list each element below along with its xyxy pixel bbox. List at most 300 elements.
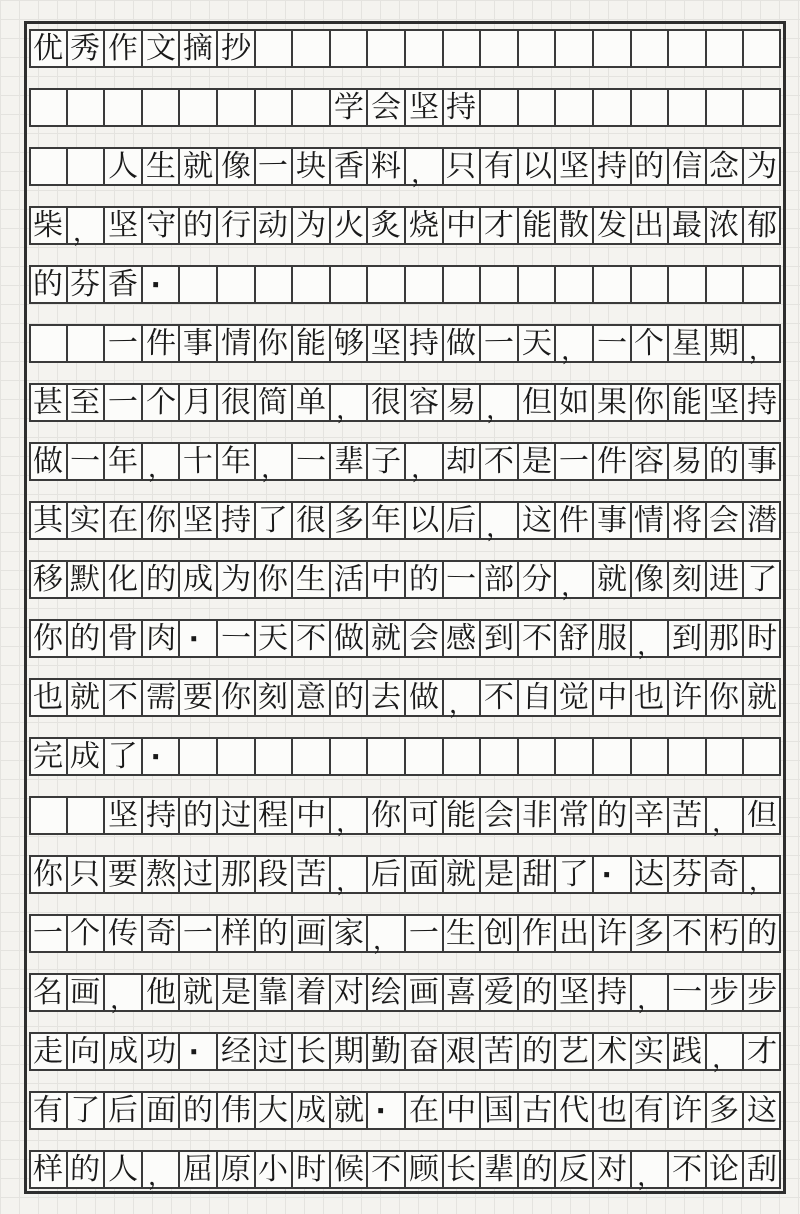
- grid-cell: [405, 1150, 443, 1189]
- grid-row: [29, 678, 783, 717]
- grid-cell: [292, 147, 330, 186]
- handwritten-character: 去: [370, 680, 402, 714]
- handwritten-character: ，: [711, 806, 738, 837]
- handwritten-character: 料: [370, 149, 402, 183]
- handwritten-character: 在: [408, 1093, 440, 1127]
- handwritten-character: ，: [636, 1160, 663, 1191]
- grid-cell: [330, 1091, 368, 1130]
- grid-cell: [593, 1150, 631, 1189]
- handwritten-character: 到: [483, 621, 515, 655]
- handwritten-character: 芬: [671, 857, 703, 891]
- handwritten-character: 人: [107, 1152, 139, 1186]
- handwritten-character: 画: [70, 975, 101, 1009]
- grid-cell: [743, 855, 781, 894]
- handwritten-character: 持: [145, 798, 176, 832]
- grid-cell: [29, 442, 67, 481]
- grid-cell: [330, 88, 368, 127]
- handwritten-character: 期: [709, 326, 740, 360]
- grid-cell: [405, 678, 443, 717]
- grid-cell: [743, 501, 781, 540]
- grid-cell: [743, 29, 781, 68]
- grid-cell: [142, 442, 180, 481]
- grid-cell: [405, 619, 443, 658]
- handwritten-character: 走: [33, 1034, 64, 1068]
- handwritten-character: 熬: [145, 857, 176, 891]
- handwritten-character: 就: [746, 680, 777, 714]
- handwritten-character: 就: [70, 680, 101, 714]
- handwritten-character: ，: [485, 511, 513, 542]
- grid-cell: [706, 88, 744, 127]
- grid-cell: [480, 88, 518, 127]
- grid-cell: [668, 1032, 706, 1071]
- grid-cell: [593, 560, 631, 599]
- grid-row: [29, 796, 783, 835]
- grid-cell: [743, 796, 781, 835]
- handwritten-character: 一: [295, 444, 327, 478]
- grid-cell: [593, 324, 631, 363]
- grid-cell: [330, 29, 368, 68]
- handwritten-character: ，: [749, 334, 776, 365]
- grid-cell: [292, 1091, 330, 1130]
- grid-cell: [292, 678, 330, 717]
- handwritten-character: 就: [596, 562, 627, 596]
- grid-cell: [179, 1150, 217, 1189]
- handwritten-character: 朽: [709, 916, 740, 950]
- grid-cell: [330, 147, 368, 186]
- handwritten-character: 人: [107, 149, 139, 183]
- handwritten-character: 月: [182, 385, 214, 419]
- handwritten-character: 情: [220, 326, 252, 360]
- grid-cell: [743, 1032, 781, 1071]
- handwritten-character: 也: [33, 680, 64, 714]
- grid-cell: [518, 206, 556, 245]
- handwritten-character: 你: [145, 503, 176, 537]
- grid-cell: [555, 29, 593, 68]
- grid-cell: [255, 737, 293, 776]
- grid-cell: [631, 1150, 669, 1189]
- handwritten-character: ，: [147, 452, 175, 483]
- grid-cell: [631, 206, 669, 245]
- handwritten-character: 件: [558, 503, 590, 537]
- grid-row: [29, 501, 783, 540]
- handwritten-character: 到: [671, 621, 703, 655]
- grid-cell: [292, 324, 330, 363]
- grid-cell: [292, 1032, 330, 1071]
- handwritten-character: 潜: [746, 503, 777, 537]
- handwritten-character: 就: [333, 1093, 364, 1127]
- grid-cell: [179, 737, 217, 776]
- handwritten-character: 部: [483, 562, 515, 596]
- handwritten-character: 一: [220, 621, 252, 655]
- handwritten-character: 自: [521, 680, 552, 714]
- handwritten-character: 反: [558, 1152, 590, 1186]
- handwritten-character: 辈: [483, 1152, 515, 1186]
- handwritten-character: 坚: [558, 149, 590, 183]
- grid-cell: [480, 973, 518, 1012]
- grid-cell: [593, 501, 631, 540]
- handwritten-character: 能: [446, 798, 477, 832]
- grid-cell: [142, 1032, 180, 1071]
- grid-cell: [292, 914, 330, 953]
- grid-row: [29, 619, 783, 658]
- grid-cell: [217, 678, 255, 717]
- grid-cell: [443, 147, 481, 186]
- handwritten-character: ，: [636, 983, 663, 1014]
- handwritten-character: 不: [370, 1152, 402, 1186]
- grid-cell: [555, 324, 593, 363]
- grid-cell: [104, 265, 142, 304]
- grid-cell: [631, 442, 669, 481]
- grid-cell: [142, 973, 180, 1012]
- grid-cell: [217, 442, 255, 481]
- grid-cell: [142, 914, 180, 953]
- grid-cell: [668, 265, 706, 304]
- handwritten-character: ，: [147, 1160, 175, 1191]
- handwritten-character: 一: [483, 326, 515, 360]
- grid-cell: [217, 855, 255, 894]
- grid-cell: [330, 560, 368, 599]
- grid-cell: [67, 147, 105, 186]
- grid-cell: [593, 442, 631, 481]
- grid-cell: [367, 324, 405, 363]
- grid-cell: [518, 619, 556, 658]
- handwritten-character: 件: [596, 444, 627, 478]
- grid-cell: [104, 324, 142, 363]
- grid-cell: [217, 206, 255, 245]
- handwritten-character: 火: [333, 208, 364, 242]
- grid-cell: [367, 914, 405, 953]
- grid-cell: [518, 973, 556, 1012]
- handwritten-character: 秀: [70, 31, 101, 65]
- grid-cell: [255, 1150, 293, 1189]
- handwritten-character: 文: [145, 31, 176, 65]
- grid-cell: [593, 88, 631, 127]
- grid-cell: [330, 737, 368, 776]
- handwritten-character: 要: [182, 680, 214, 714]
- grid-cell: [405, 973, 443, 1012]
- grid-cell: [743, 737, 781, 776]
- handwritten-character: 就: [446, 857, 477, 891]
- grid-cell: [555, 147, 593, 186]
- handwritten-character: 年: [370, 503, 402, 537]
- handwritten-character: 会: [483, 798, 515, 832]
- handwritten-character: 中: [446, 208, 477, 242]
- handwritten-character: 的: [408, 562, 440, 596]
- handwritten-character: 奇: [145, 916, 176, 950]
- grid-cell: [67, 678, 105, 717]
- grid-cell: [743, 88, 781, 127]
- handwritten-character: 情: [634, 503, 665, 537]
- grid-cell: [480, 383, 518, 422]
- grid-cell: [668, 206, 706, 245]
- handwritten-character: 刻: [258, 680, 289, 714]
- handwritten-character: 辈: [333, 444, 364, 478]
- grid-cell: [480, 560, 518, 599]
- grid-cell: [292, 206, 330, 245]
- grid-cell: [142, 796, 180, 835]
- grid-cell: [142, 88, 180, 127]
- grid-cell: [631, 383, 669, 422]
- handwritten-character: 多: [634, 916, 665, 950]
- handwritten-character: 刻: [671, 562, 703, 596]
- grid-cell: [255, 442, 293, 481]
- handwritten-character: 肉: [145, 621, 176, 655]
- handwritten-character: 要: [107, 857, 139, 891]
- handwritten-character: ，: [335, 865, 363, 896]
- grid-cell: [67, 619, 105, 658]
- handwritten-character: 骨: [107, 621, 139, 655]
- handwritten-character: ，: [260, 452, 287, 483]
- grid-cell: [706, 206, 744, 245]
- grid-cell: [668, 914, 706, 953]
- grid-cell: [631, 88, 669, 127]
- grid-cell: [104, 88, 142, 127]
- grid-cell: [255, 265, 293, 304]
- handwritten-character: 时: [746, 621, 777, 655]
- grid-cell: [67, 29, 105, 68]
- handwritten-character: 事: [596, 503, 627, 537]
- grid-cell: [405, 1091, 443, 1130]
- handwritten-character: ，: [373, 924, 400, 955]
- grid-cell: [631, 560, 669, 599]
- grid-cell: [217, 147, 255, 186]
- grid-cell: [367, 1032, 405, 1071]
- grid-cell: [104, 501, 142, 540]
- grid-cell: [480, 914, 518, 953]
- handwritten-character: 奋: [408, 1034, 440, 1068]
- handwritten-character: 持: [408, 326, 440, 360]
- handwritten-character: 了: [258, 503, 289, 537]
- grid-cell: [217, 796, 255, 835]
- handwritten-character: 中: [446, 1093, 477, 1127]
- grid-cell: [367, 29, 405, 68]
- handwritten-character: 不: [671, 1152, 703, 1186]
- grid-cell: [67, 501, 105, 540]
- handwritten-character: 后: [446, 503, 477, 537]
- handwritten-character: 十: [182, 444, 214, 478]
- handwritten-character: 持: [746, 385, 777, 419]
- handwritten-character: 以: [408, 503, 440, 537]
- grid-cell: [706, 29, 744, 68]
- handwritten-character: 为: [746, 149, 777, 183]
- grid-cell: [330, 973, 368, 1012]
- grid-cell: [405, 501, 443, 540]
- grid-cell: [405, 383, 443, 422]
- handwritten-character: 的: [521, 1152, 552, 1186]
- handwritten-character: 如: [558, 385, 590, 419]
- grid-cell: [743, 324, 781, 363]
- grid-cell: [255, 1032, 293, 1071]
- grid-cell: [104, 29, 142, 68]
- grid-cell: [330, 501, 368, 540]
- grid-cell: [292, 442, 330, 481]
- grid-row: [29, 914, 783, 953]
- handwritten-character: 面: [408, 857, 440, 891]
- handwritten-character: ，: [485, 393, 513, 424]
- handwritten-character: 顾: [408, 1152, 440, 1186]
- handwritten-character: 那: [220, 857, 252, 891]
- handwritten-character: 坚: [709, 385, 740, 419]
- grid-cell: [179, 1091, 217, 1130]
- handwritten-character: 向: [70, 1034, 101, 1068]
- grid-row: [29, 29, 783, 68]
- handwritten-character: 实: [634, 1034, 665, 1068]
- handwritten-character: 艰: [446, 1034, 477, 1068]
- grid-cell: [668, 1091, 706, 1130]
- handwritten-character: 芬: [70, 267, 101, 301]
- handwritten-character: 会: [408, 621, 440, 655]
- handwritten-character: 进: [709, 562, 740, 596]
- handwritten-character: 不: [483, 680, 515, 714]
- grid-cell: [104, 206, 142, 245]
- grid-cell: [480, 796, 518, 835]
- grid-cell: [405, 855, 443, 894]
- handwritten-character: 中: [596, 680, 627, 714]
- grid-cell: [631, 147, 669, 186]
- handwritten-character: 有: [33, 1093, 64, 1127]
- handwritten-character: 果: [596, 385, 627, 419]
- grid-cell: [292, 29, 330, 68]
- grid-row: [29, 442, 783, 481]
- grid-cell: [67, 206, 105, 245]
- handwritten-character: 绘: [370, 975, 402, 1009]
- handwritten-character: 作: [107, 31, 139, 65]
- handwritten-character: 了: [746, 562, 777, 596]
- handwritten-character: 达: [634, 857, 665, 891]
- handwritten-character: 像: [634, 562, 665, 596]
- grid-cell: [668, 737, 706, 776]
- grid-cell: [631, 737, 669, 776]
- handwritten-character: 中: [370, 562, 402, 596]
- handwritten-character: 至: [70, 385, 101, 419]
- handwritten-character: 苦: [671, 798, 703, 832]
- handwritten-character: ，: [72, 216, 99, 247]
- grid-cell: [104, 442, 142, 481]
- grid-cell: [743, 442, 781, 481]
- grid-cell: [480, 1150, 518, 1189]
- handwritten-character: 这: [746, 1093, 777, 1127]
- grid-cell: [443, 383, 481, 422]
- handwritten-character: 的: [258, 916, 289, 950]
- handwritten-character: 样: [220, 916, 252, 950]
- grid-cell: [480, 324, 518, 363]
- grid-cell: [706, 324, 744, 363]
- handwritten-character: 实: [70, 503, 101, 537]
- handwritten-character: 一: [596, 326, 627, 360]
- grid-cell: [179, 1032, 217, 1071]
- grid-cell: [330, 796, 368, 835]
- grid-cell: [668, 442, 706, 481]
- grid-cell: [330, 855, 368, 894]
- grid-row: [29, 206, 783, 245]
- handwritten-character: 年: [220, 444, 252, 478]
- grid-cell: [706, 973, 744, 1012]
- handwritten-character: 易: [446, 385, 477, 419]
- handwritten-character: 一: [33, 916, 64, 950]
- grid-cell: [443, 442, 481, 481]
- handwritten-character: 默: [70, 562, 101, 596]
- grid-cell: [179, 855, 217, 894]
- grid-cell: [104, 855, 142, 894]
- grid-cell: [631, 1091, 669, 1130]
- grid-cell: [443, 29, 481, 68]
- handwritten-character: 甚: [33, 385, 64, 419]
- grid-cell: [443, 737, 481, 776]
- grid-cell: [480, 147, 518, 186]
- grid-cell: [104, 383, 142, 422]
- handwritten-character: 才: [483, 208, 515, 242]
- grid-cell: [142, 206, 180, 245]
- handwritten-character: 容: [408, 385, 440, 419]
- handwritten-character: 舒: [558, 621, 590, 655]
- grid-cell: [518, 1091, 556, 1130]
- grid-cell: [330, 265, 368, 304]
- grid-cell: [555, 737, 593, 776]
- handwritten-character: 将: [671, 503, 703, 537]
- handwritten-character: 传: [107, 916, 139, 950]
- grid-cell: [631, 265, 669, 304]
- grid-cell: [367, 1150, 405, 1189]
- handwritten-character: 一: [182, 916, 214, 950]
- handwritten-character: ，: [636, 629, 663, 660]
- grid-cell: [743, 147, 781, 186]
- grid-cell: [179, 914, 217, 953]
- handwritten-character: 的: [70, 621, 101, 655]
- handwritten-character: 是: [521, 444, 552, 478]
- grid-cell: [480, 1091, 518, 1130]
- handwritten-character: 会: [709, 503, 740, 537]
- grid-cell: [443, 678, 481, 717]
- grid-cell: [142, 501, 180, 540]
- handwritten-character: 的: [333, 680, 364, 714]
- handwritten-character: 后: [107, 1093, 139, 1127]
- handwritten-character: 了: [107, 739, 139, 773]
- composition-grid: [27, 24, 783, 1189]
- handwritten-character: 候: [333, 1152, 364, 1186]
- grid-row: [29, 1091, 783, 1130]
- handwritten-character: 许: [671, 680, 703, 714]
- handwritten-character: 你: [709, 680, 740, 714]
- grid-cell: [480, 678, 518, 717]
- handwritten-character: 成: [70, 739, 101, 773]
- handwritten-character: 小: [258, 1152, 289, 1186]
- handwritten-character: 伟: [220, 1093, 252, 1127]
- handwritten-character: 是: [220, 975, 252, 1009]
- handwritten-character: 做: [33, 444, 64, 478]
- grid-cell: [480, 619, 518, 658]
- handwritten-character: 活: [333, 562, 364, 596]
- handwritten-character: 作: [521, 916, 552, 950]
- grid-row: [29, 383, 783, 422]
- handwritten-character: 块: [295, 149, 327, 183]
- grid-cell: [179, 501, 217, 540]
- grid-cell: [518, 678, 556, 717]
- handwritten-character: 坚: [408, 90, 440, 124]
- grid-cell: [292, 973, 330, 1012]
- grid-cell: [367, 973, 405, 1012]
- handwritten-character: 可: [408, 798, 440, 832]
- grid-cell: [668, 855, 706, 894]
- grid-cell: [668, 678, 706, 717]
- handwritten-character: 有: [634, 1093, 665, 1127]
- handwritten-character: 年: [107, 444, 139, 478]
- grid-cell: [142, 147, 180, 186]
- handwritten-character: ·: [188, 1032, 201, 1071]
- handwritten-character: 一: [107, 326, 139, 360]
- handwritten-character: 的: [746, 916, 777, 950]
- grid-cell: [217, 914, 255, 953]
- grid-cell: [593, 1032, 631, 1071]
